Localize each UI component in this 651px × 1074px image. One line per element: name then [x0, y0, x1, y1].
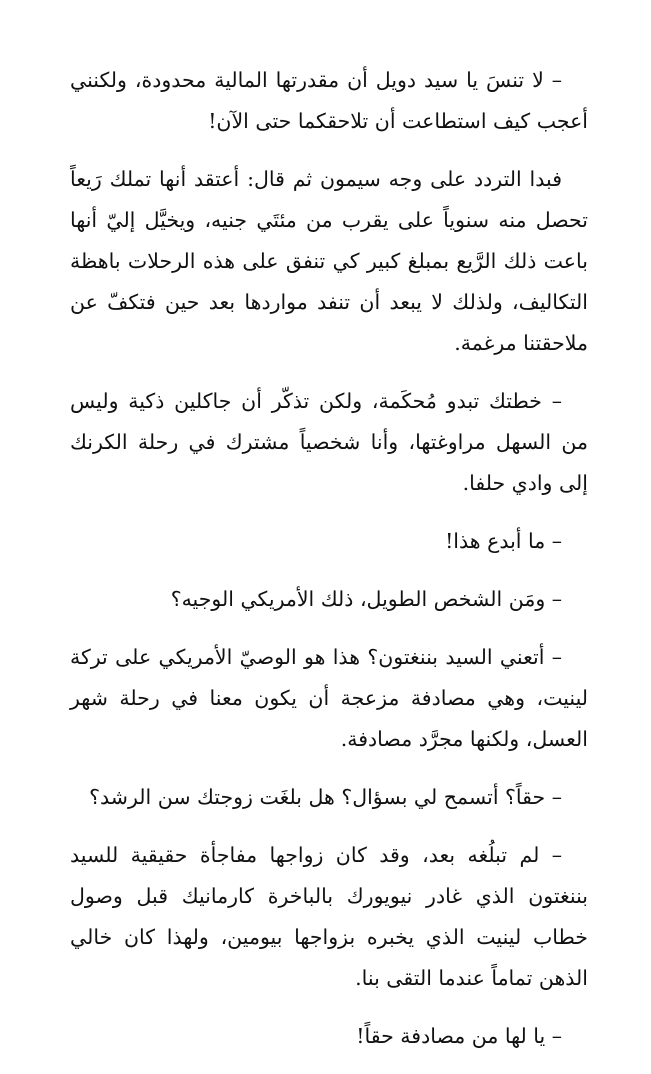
book-page	[70, 60, 588, 1074]
dialogue-paragraph-4: – ما أبدع هذا!	[445, 529, 562, 553]
dialogue-paragraph-7: – حقاً؟ أتسمح لي بسؤال؟ هل بلغَت زوجتك سن الرشد؟	[89, 785, 562, 809]
narration-paragraph-2: فبدا التردد على وجه سيمون ثم قال: أعتقد أنها تملك رَيعاً تحصل منه سنوياً على يقرب من مئتَي جنيه، ويخيَّل إليّ أنها باعت ذلك الرَّيع بمبلغ كبير كي تنفق على هذه الرحلات باهظة التكاليف، ولذلك لا يبعد أن تنفد مواردها بعد حين فتكفّ عن ملاحقتنا مرغمة.	[70, 167, 588, 355]
dialogue-paragraph-5: – ومَن الشخص الطويل، ذلك الأمريكي الوجيه؟	[170, 587, 562, 611]
dialogue-paragraph-8: – لم تبلُغه بعد، وقد كان زواجها مفاجأة حقيقية للسيد بننغتون الذي غادر نيويورك بالباخرة كارمانيك قبل وصول خطاب لينيت الذي يخبره بزواجها بيومين، ولهذا كان خالي الذهن تماماً عندما التقى بنا.	[70, 843, 588, 990]
dialogue-paragraph-9: – يا لها من مصادفة حقاً!	[356, 1024, 562, 1048]
dialogue-paragraph-6: – أتعني السيد بننغتون؟ هذا هو الوصيّ الأمريكي على تركة لينيت، وهي مصادفة مزعجة أن يكون معنا في رحلة شهر العسل، ولكنها مجرَّد مصادفة.	[70, 645, 588, 751]
dialogue-paragraph-3: – خطتك تبدو مُحكَمة، ولكن تذكّر أن جاكلين ذكية وليس من السهل مراوغتها، وأنا شخصياً مشترك في رحلة الكرنك إلى وادي حلفا.	[70, 389, 588, 495]
dialogue-paragraph-1: – لا تنسَ يا سيد دويل أن مقدرتها المالية محدودة، ولكنني أعجب كيف استطاعت أن تلاحقكما حتى الآن!	[70, 68, 588, 133]
